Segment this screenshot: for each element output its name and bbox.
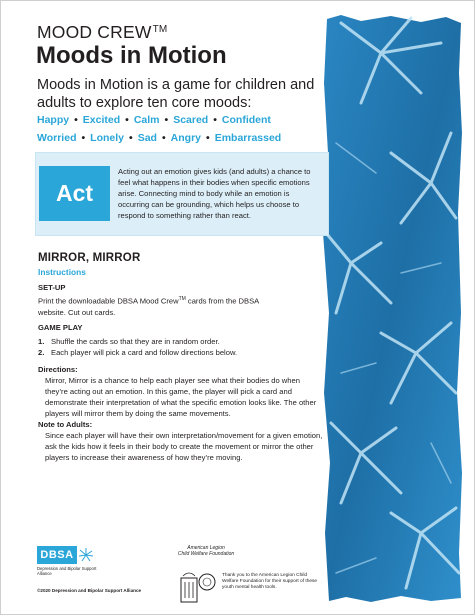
dbsa-tagline: Depression and Bipolar Support Alliance: [37, 566, 97, 576]
act-description: Acting out an emotion gives kids (and adults) a chance to feel what happens in their bodies when specific emotions arise. Connecting mind to body while an emotion is occurring can be grounding, which helps us choose to respond to something rather than react.: [118, 167, 311, 220]
mood-happy: Happy: [37, 114, 70, 126]
section-title: MIRROR, MIRROR: [38, 252, 141, 264]
setup-text: Print the downloadable DBSA Mood Crew™ cards from the DBSA website. Cut out cards.: [38, 296, 259, 317]
moods-row-2: Worried • Lonely • Sad • Angry • Embarrassed: [37, 132, 282, 144]
mood-angry: Angry: [170, 132, 201, 144]
moods-row-1: Happy • Excited • Calm • Scared • Confident: [37, 114, 271, 126]
mood-scared: Scared: [173, 114, 209, 126]
decorative-banner: [321, 13, 463, 603]
gameplay-label: GAME PLAY: [38, 323, 83, 332]
banner-art: [321, 13, 463, 603]
mood-calm: Calm: [133, 114, 160, 126]
act-callout: [36, 153, 328, 235]
copyright: ©2020 Depression and Bipolar Support Alliance: [37, 588, 142, 593]
directions-label: Directions:: [38, 365, 78, 374]
legion-line-1: American Legion: [187, 545, 225, 551]
note-text: Since each player will have their own interpretation/movement for a given emotion, ask the kids how it feels in their body to create the movement or mirror the other players to increase their awareness of how they’re moving.: [45, 431, 323, 462]
legion-emblem-icon: [179, 568, 217, 606]
mood-confident: Confident: [221, 114, 271, 126]
dbsa-logo: [37, 546, 97, 576]
dbsa-logo-mark: DBSA: [37, 546, 77, 564]
mood-excited: Excited: [82, 114, 121, 126]
legion-logo: [166, 545, 246, 557]
mood-sad: Sad: [137, 132, 157, 144]
intro-text: Moods in Motion is a game for children and adults to explore ten core moods:: [37, 77, 315, 111]
step-2-text: Each player will pick a card and follow directions below.: [51, 348, 238, 357]
step-1-number: 1.: [38, 337, 45, 346]
brand-name: MOOD CREW™: [37, 22, 168, 42]
setup-label: SET-UP: [38, 283, 66, 292]
note-label: Note to Adults:: [38, 420, 93, 429]
act-label: Act: [39, 166, 110, 221]
mood-lonely: Lonely: [90, 132, 125, 144]
step-1-text: Shuffle the cards so that they are in random order.: [51, 337, 220, 346]
legion-line-2: Child Welfare Foundation: [177, 551, 235, 557]
thanks-note: Thank you to the American Legion Child Welfare Foundation for their support of these youth mental health tools.: [222, 573, 318, 590]
legion-emblems: [179, 568, 217, 611]
directions-text: Mirror, Mirror is a chance to help each player see what their bodies do when they’re acting out an emotion. In this game, the player will pick a card and demonstrate their interpretation of what the specific emotion looks like. The other players will mirror them by doing the same movements.: [45, 376, 317, 418]
page-title: Moods in Motion: [36, 42, 227, 69]
mood-worried: Worried: [37, 132, 77, 144]
step-2-number: 2.: [38, 348, 45, 357]
mood-embarrassed: Embarrassed: [214, 132, 282, 144]
section-subtitle: Instructions: [38, 267, 86, 277]
sunburst-icon: [79, 548, 93, 562]
